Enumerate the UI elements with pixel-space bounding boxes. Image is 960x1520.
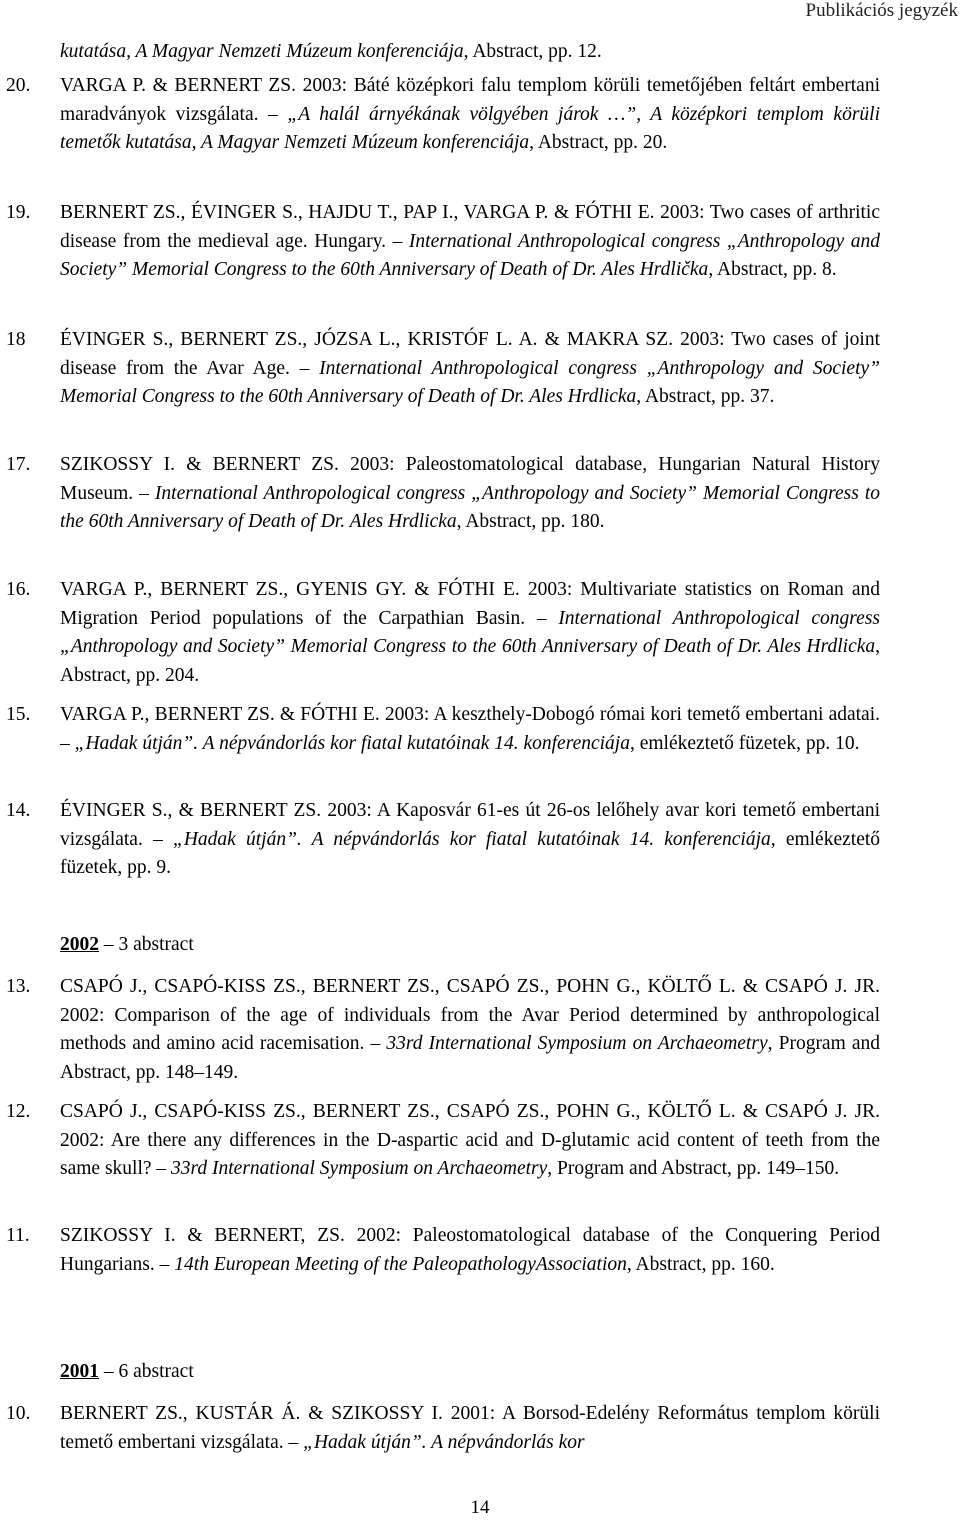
continuation-italic: kutatása, A Magyar Nemzeti Múzeum konferenciája [60,41,464,62]
entry-tail: , Program and Abstract, pp. 149–150. [547,1158,840,1179]
entry-text [60,1400,880,1457]
entry-number: 17. [6,454,31,475]
section-heading-2001 [60,1361,194,1383]
entry-body: 2003: A keszthely-Dobogó római kori temető embertani adatai. – [60,704,880,754]
entry-text [60,797,880,883]
entry-tail: , Abstract, pp. 20. [529,132,668,153]
entry-text [60,701,880,758]
entry-body: 2002: Are there any differences in the D-aspartic acid and D-glutamic acid content of teeth from the same skull? – [60,1129,880,1179]
section-count: – 3 abstract [99,934,194,955]
entry-number: 18 [6,329,26,350]
entry-tail: , Abstract, pp. 204. [60,636,880,686]
entry-tail: , Abstract, pp. 180. [456,511,605,532]
entry-body: 2003: A Kaposvár 61-es út 26-os lelőhely avar kori temető embertani vizsgálata. – [60,800,881,850]
entry-number: 19. [6,202,31,223]
entry-authors: VARGA P. & BERNERT ZS. [60,75,297,96]
entry-authors: CSAPÓ J., CSAPÓ-KISS ZS., BERNERT ZS., CSAPÓ ZS., POHN G., KÖLTŐ L. & CSAPÓ J. JR. [60,1101,880,1122]
section-count: – 6 abstract [99,1361,194,1382]
entry-tail: , Abstract, pp. 8. [708,259,837,280]
entry-italic: „Hadak útján”. A népvándorlás kor fiatal kutatóinak 14. konferenciája [172,828,771,850]
entry-italic: International Anthropological congress „Anthropology and Society” Memorial Congress to the 60th Anniversary of Death of Dr. Ales Hrdlicka [60,482,881,532]
section-year: 2001 [60,1361,99,1382]
continuation-rest: , Abstract, pp. 12. [463,41,602,62]
entry-authors: VARGA P., BERNERT ZS. & FÓTHI E. [60,704,380,725]
entry-body: 2003: Two cases of joint disease from the Avar Age. – [60,329,881,379]
entry-authors: VARGA P., BERNERT ZS., GYENIS GY. & FÓTHI E. [60,579,520,600]
entry-number: 12. [6,1101,31,1122]
entry-body: 2001: A Borsod-Edelény Református templom körüli temető embertani vizsgálata. – [60,1403,881,1453]
continuation-text [60,37,880,66]
entry-text [60,326,880,412]
entry-italic: International Anthropological congress „Anthropology and Society” Memorial Congress to the 60th Anniversary of Death of Dr. Ales Hrdlička [60,230,881,280]
entry-body: 2003: Multivariate statistics on Roman and Migration Period populations of the Carpathian Basin. – [60,579,880,629]
entry-body: 2003: Two cases of arthritic disease from the medieval age. Hungary. – [60,202,881,252]
entry-italic: International Anthropological congress „Anthropology and Society” Memorial Congress to the 60th Anniversary of Death of Dr. Ales Hrdlicka [60,607,881,657]
entry-number: 16. [6,579,31,600]
entry-tail: , emlékeztető füzetek, pp. 9. [60,828,881,878]
entry-italic: „A halál árnyékának völgyében járok …”, A középkori templom körüli temetők kutatása, A Magyar Nemzeti Múzeum konferenciája [60,103,881,153]
section-heading-2002 [60,934,194,956]
entry-authors: SZIKOSSY I. & BERNERT ZS. [60,454,339,475]
entry-tail: , emlékeztető füzetek, pp. 10. [629,732,860,754]
entry-tail: , Abstract, pp. 37. [636,386,775,407]
page-number: 14 [470,1497,490,1518]
entry-text [60,199,880,285]
entry-number: 10. [6,1403,31,1424]
entry-body: 2002: Comparison of the age of individuals from the Avar Period determined by anthropological methods and amino acid racemisation. – [60,1004,880,1054]
entry-tail: , Program and Abstract, pp. 148–149. [60,1033,881,1083]
entry-number: 15. [6,704,31,725]
entry-authors: ÉVINGER S., BERNERT ZS., JÓZSA L., KRISTÓF L. A. & MAKRA SZ. [60,329,674,350]
entry-text [60,1222,880,1279]
entry-italic: 14th European Meeting of the PaleopathologyAssociation [174,1253,627,1275]
entry-authors: CSAPÓ J., CSAPÓ-KISS ZS., BERNERT ZS., CSAPÓ ZS., POHN G., KÖLTŐ L. & CSAPÓ J. JR. [60,976,880,997]
entry-text [60,973,880,1087]
entry-italic: „Hadak útján”. A népvándorlás kor fiatal kutatóinak 14. konferenciája [74,732,630,754]
running-header: Publikációs jegyzék [805,0,958,21]
entry-authors: BERNERT ZS., ÉVINGER S., HAJDU T., PAP I., VARGA P. & FÓTHI E. [60,202,655,223]
entry-body: 2003: Paleostomatological database, Hungarian Natural History Museum. – [60,454,881,504]
entry-number: 20. [6,75,31,96]
entry-italic: International Anthropological congress „Anthropology and Society” Memorial Congress to the 60th Anniversary of Death of Dr. Ales Hrdlicka [60,357,880,407]
entry-number: 14. [6,800,31,821]
entry-tail: , Abstract, pp. 160. [626,1253,775,1275]
entry-authors: BERNERT ZS., KUSTÁR Á. & SZIKOSSY I. [60,1403,443,1424]
section-year: 2002 [60,934,99,955]
entry-text [60,72,880,158]
entry-number: 11. [6,1225,30,1246]
entry-authors: ÉVINGER S., & BERNERT ZS. [60,800,322,821]
entry-italic: „Hadak útján”. A népvándorlás kor [303,1431,585,1453]
entry-italic: 33rd International Symposium on Archaeometry [171,1158,548,1179]
entry-number: 13. [6,976,31,997]
entry-text [60,576,880,690]
entry-italic: 33rd International Symposium on Archaeometry [386,1033,768,1054]
entry-text [60,451,880,537]
entry-authors: SZIKOSSY I. & BERNERT, ZS. [60,1225,345,1246]
entry-text [60,1098,880,1184]
entry-body: 2002: Paleostomatological database of the Conquering Period Hungarians. – [60,1225,880,1275]
entry-body: 2003: Báté középkori falu templom körüli temetőjében feltárt embertani maradványok vizsgálata. – [60,75,881,125]
